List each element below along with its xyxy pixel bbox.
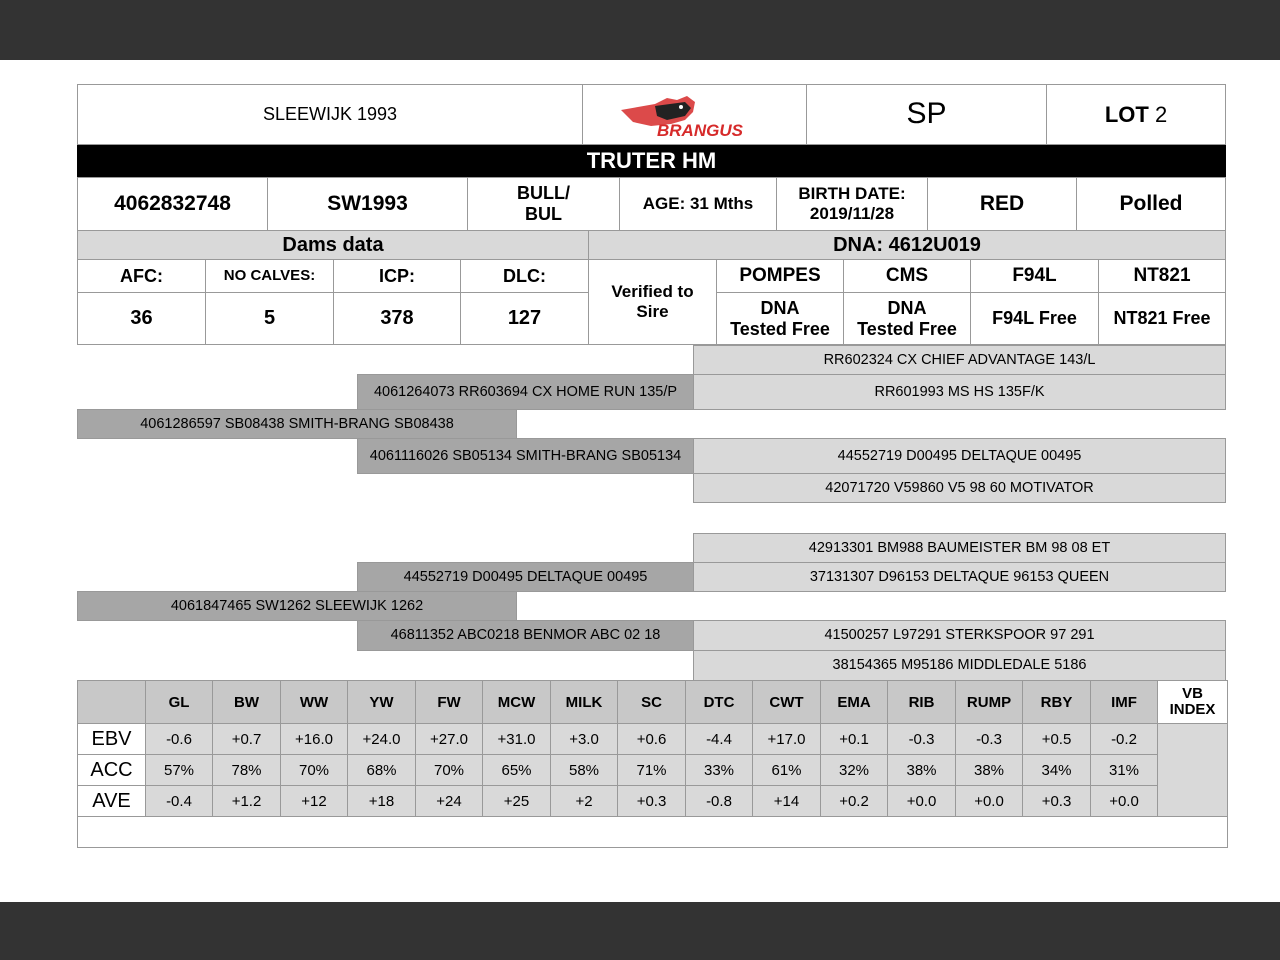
pedigree-ds-sire: 42913301 BM988 BAUMEISTER BM 98 08 ET xyxy=(693,533,1226,563)
birth-date-cell xyxy=(776,177,928,231)
ebv-cell: +25 xyxy=(483,786,551,817)
dams-header-no-calves: NO CALVES: xyxy=(205,259,334,293)
ebv-col-header: MILK xyxy=(551,681,618,724)
ebv-cell: +12 xyxy=(281,786,348,817)
ebv-cell: 68% xyxy=(348,755,416,786)
ebv-cell: +17.0 xyxy=(753,724,821,755)
ebv-cell: +2 xyxy=(551,786,618,817)
pedigree-ss-sire: RR602324 CX CHIEF ADVANTAGE 143/L xyxy=(693,345,1226,375)
ebv-col-header: FW xyxy=(416,681,483,724)
ebv-cell: +3.0 xyxy=(551,724,618,755)
ebv-col-header: EMA xyxy=(821,681,888,724)
dna-result-line1: DNA xyxy=(760,297,800,318)
ebv-cell: +0.0 xyxy=(956,786,1023,817)
dna-test-name-nt821: NT821 xyxy=(1098,259,1226,293)
pedigree-dam-dam: 46811352 ABC0218 BENMOR ABC 02 18 xyxy=(357,620,694,651)
ebv-col-header: CWT xyxy=(753,681,821,724)
tattoo-number: SW1993 xyxy=(267,177,468,231)
owner-header: TRUTER HM xyxy=(77,145,1226,177)
ebv-cell: -0.4 xyxy=(146,786,213,817)
dams-header-icp: ICP: xyxy=(333,259,461,293)
brangus-bull-icon xyxy=(615,90,775,140)
dna-test-name-f94l: F94L xyxy=(970,259,1099,293)
dna-result-line1: DNA xyxy=(887,297,927,318)
ebv-col-header: IMF xyxy=(1091,681,1158,724)
ebv-cell: -0.2 xyxy=(1091,724,1158,755)
top-dark-bar xyxy=(0,0,1280,60)
dna-test-result-cms xyxy=(843,292,971,345)
ebv-cell: -0.3 xyxy=(888,724,956,755)
ebv-col-header: GL xyxy=(146,681,213,724)
ebv-cell: 57% xyxy=(146,755,213,786)
pedigree-ss-dam: RR601993 MS HS 135F/K xyxy=(693,374,1226,410)
ebv-cell: +18 xyxy=(348,786,416,817)
pedigree-ds-dam: 37131307 D96153 DELTAQUE 96153 QUEEN xyxy=(693,562,1226,592)
ebv-cell: +0.3 xyxy=(1023,786,1091,817)
vb-line1: VB xyxy=(1182,684,1203,702)
pedigree-dam-sire: 44552719 D00495 DELTAQUE 00495 xyxy=(357,562,694,592)
sex-cell xyxy=(467,177,620,231)
ebv-cell: 65% xyxy=(483,755,551,786)
ebv-cell: +0.5 xyxy=(1023,724,1091,755)
pedigree-dd-sire: 41500257 L97291 STERKSPOOR 97 291 xyxy=(693,620,1226,651)
ebv-cell: +27.0 xyxy=(416,724,483,755)
verified-line1: Verified to xyxy=(611,282,694,302)
ebv-cell: 70% xyxy=(281,755,348,786)
ebv-cell: 58% xyxy=(551,755,618,786)
ebv-cell: +0.6 xyxy=(618,724,686,755)
lot-label: LOT xyxy=(1104,101,1149,127)
sex-line1: BULL/ xyxy=(517,183,570,204)
ebv-cell: -0.6 xyxy=(146,724,213,755)
ebv-cell: 38% xyxy=(888,755,956,786)
dna-test-name-pompes: POMPES xyxy=(716,259,844,293)
ebv-cell: +31.0 xyxy=(483,724,551,755)
ebv-cell: -4.4 xyxy=(686,724,753,755)
ebv-col-header: SC xyxy=(618,681,686,724)
ebv-cell: +1.2 xyxy=(213,786,281,817)
ebv-col-header: YW xyxy=(348,681,416,724)
ebv-cell: 32% xyxy=(821,755,888,786)
pedigree-dd-dam: 38154365 M95186 MIDDLEDALE 5186 xyxy=(693,650,1226,681)
pedigree-sd-dam: 42071720 V59860 V5 98 60 MOTIVATOR xyxy=(693,473,1226,503)
ebv-col-header: RBY xyxy=(1023,681,1091,724)
ebv-cell: +24 xyxy=(416,786,483,817)
ebv-col-header: WW xyxy=(281,681,348,724)
pedigree-sire-sire: 4061264073 RR603694 CX HOME RUN 135/P xyxy=(357,374,694,410)
ebv-cell: +0.7 xyxy=(213,724,281,755)
dna-result-line2: Tested Free xyxy=(857,318,957,339)
vb-line2: INDEX xyxy=(1169,701,1216,718)
verified-line2: Sire xyxy=(636,302,669,321)
ebv-cell: +0.0 xyxy=(888,786,956,817)
dams-header-dlc: DLC: xyxy=(460,259,589,293)
ebv-row-acc xyxy=(78,755,1228,786)
ebv-corner-cell xyxy=(78,681,146,724)
lot-cell xyxy=(1046,84,1226,145)
pedigree-dam: 4061847465 SW1262 SLEEWIJK 1262 xyxy=(77,591,517,621)
ebv-cell: 34% xyxy=(1023,755,1091,786)
ebv-row-ave xyxy=(78,786,1228,817)
ebv-cell: 61% xyxy=(753,755,821,786)
ebv-cell: +14 xyxy=(753,786,821,817)
ebv-cell: 33% xyxy=(686,755,753,786)
brand-logo xyxy=(582,84,807,145)
dams-value-afc: 36 xyxy=(77,292,206,345)
ebv-cell: 71% xyxy=(618,755,686,786)
ebv-col-header: MCW xyxy=(483,681,551,724)
ebv-cell: +0.0 xyxy=(1091,786,1158,817)
ebv-cell: +0.3 xyxy=(618,786,686,817)
pedigree-sire: 4061286597 SB08438 SMITH-BRANG SB08438 xyxy=(77,409,517,439)
ebv-col-header: RUMP xyxy=(956,681,1023,724)
ebv-cell: 31% xyxy=(1091,755,1158,786)
dna-result-line2: Tested Free xyxy=(730,318,830,339)
dams-value-icp: 378 xyxy=(333,292,461,345)
dna-test-result-pompes xyxy=(716,292,844,345)
dna-title: DNA: 4612U019 xyxy=(588,230,1226,260)
ebv-cell: +16.0 xyxy=(281,724,348,755)
dna-test-name-cms: CMS xyxy=(843,259,971,293)
lot-number: 2 xyxy=(1154,101,1168,127)
ebv-table xyxy=(77,680,1228,848)
animal-name: SLEEWIJK 1993 xyxy=(77,84,583,145)
horn-status-cell: Polled xyxy=(1076,177,1226,231)
ebv-cell: 70% xyxy=(416,755,483,786)
ebv-row-ebv xyxy=(78,724,1228,755)
pedigree-sire-dam: 4061116026 SB05134 SMITH-BRANG SB05134 xyxy=(357,438,694,474)
dams-header-afc: AFC: xyxy=(77,259,206,293)
ebv-empty-row xyxy=(78,817,1228,848)
ebv-cell: 78% xyxy=(213,755,281,786)
ebv-col-header: DTC xyxy=(686,681,753,724)
birth-date-label: BIRTH DATE: xyxy=(798,184,906,204)
row-label: AVE xyxy=(78,786,146,817)
dna-test-result-nt821: NT821 Free xyxy=(1098,292,1226,345)
ebv-cell: +24.0 xyxy=(348,724,416,755)
dams-value-dlc: 127 xyxy=(460,292,589,345)
ebv-empty-cell xyxy=(78,817,1228,848)
color-cell: RED xyxy=(927,177,1077,231)
ebv-header-row xyxy=(78,681,1228,724)
dams-data-title: Dams data xyxy=(77,230,589,260)
bottom-dark-bar xyxy=(0,902,1280,960)
ebv-col-header: RIB xyxy=(888,681,956,724)
pedigree-sd-sire: 44552719 D00495 DELTAQUE 00495 xyxy=(693,438,1226,474)
ebv-cell: +0.2 xyxy=(821,786,888,817)
ebv-cell: -0.3 xyxy=(956,724,1023,755)
dna-test-result-f94l: F94L Free xyxy=(970,292,1099,345)
sex-line2: BUL xyxy=(525,204,562,224)
row-label: ACC xyxy=(78,755,146,786)
vb-index-header xyxy=(1158,681,1228,724)
dams-value-no-calves: 5 xyxy=(205,292,334,345)
ebv-cell: -0.8 xyxy=(686,786,753,817)
age-cell: AGE: 31 Mths xyxy=(619,177,777,231)
ebv-col-header: BW xyxy=(213,681,281,724)
code-cell: SP xyxy=(806,84,1047,145)
vb-index-value xyxy=(1158,724,1228,817)
verified-to-sire xyxy=(588,259,717,345)
ebv-cell: +0.1 xyxy=(821,724,888,755)
svg-text:BRANGUS: BRANGUS xyxy=(656,120,743,140)
ebv-cell: 38% xyxy=(956,755,1023,786)
birth-date-value: 2019/11/28 xyxy=(809,204,895,223)
registration-number: 4062832748 xyxy=(77,177,268,231)
row-label: EBV xyxy=(78,724,146,755)
